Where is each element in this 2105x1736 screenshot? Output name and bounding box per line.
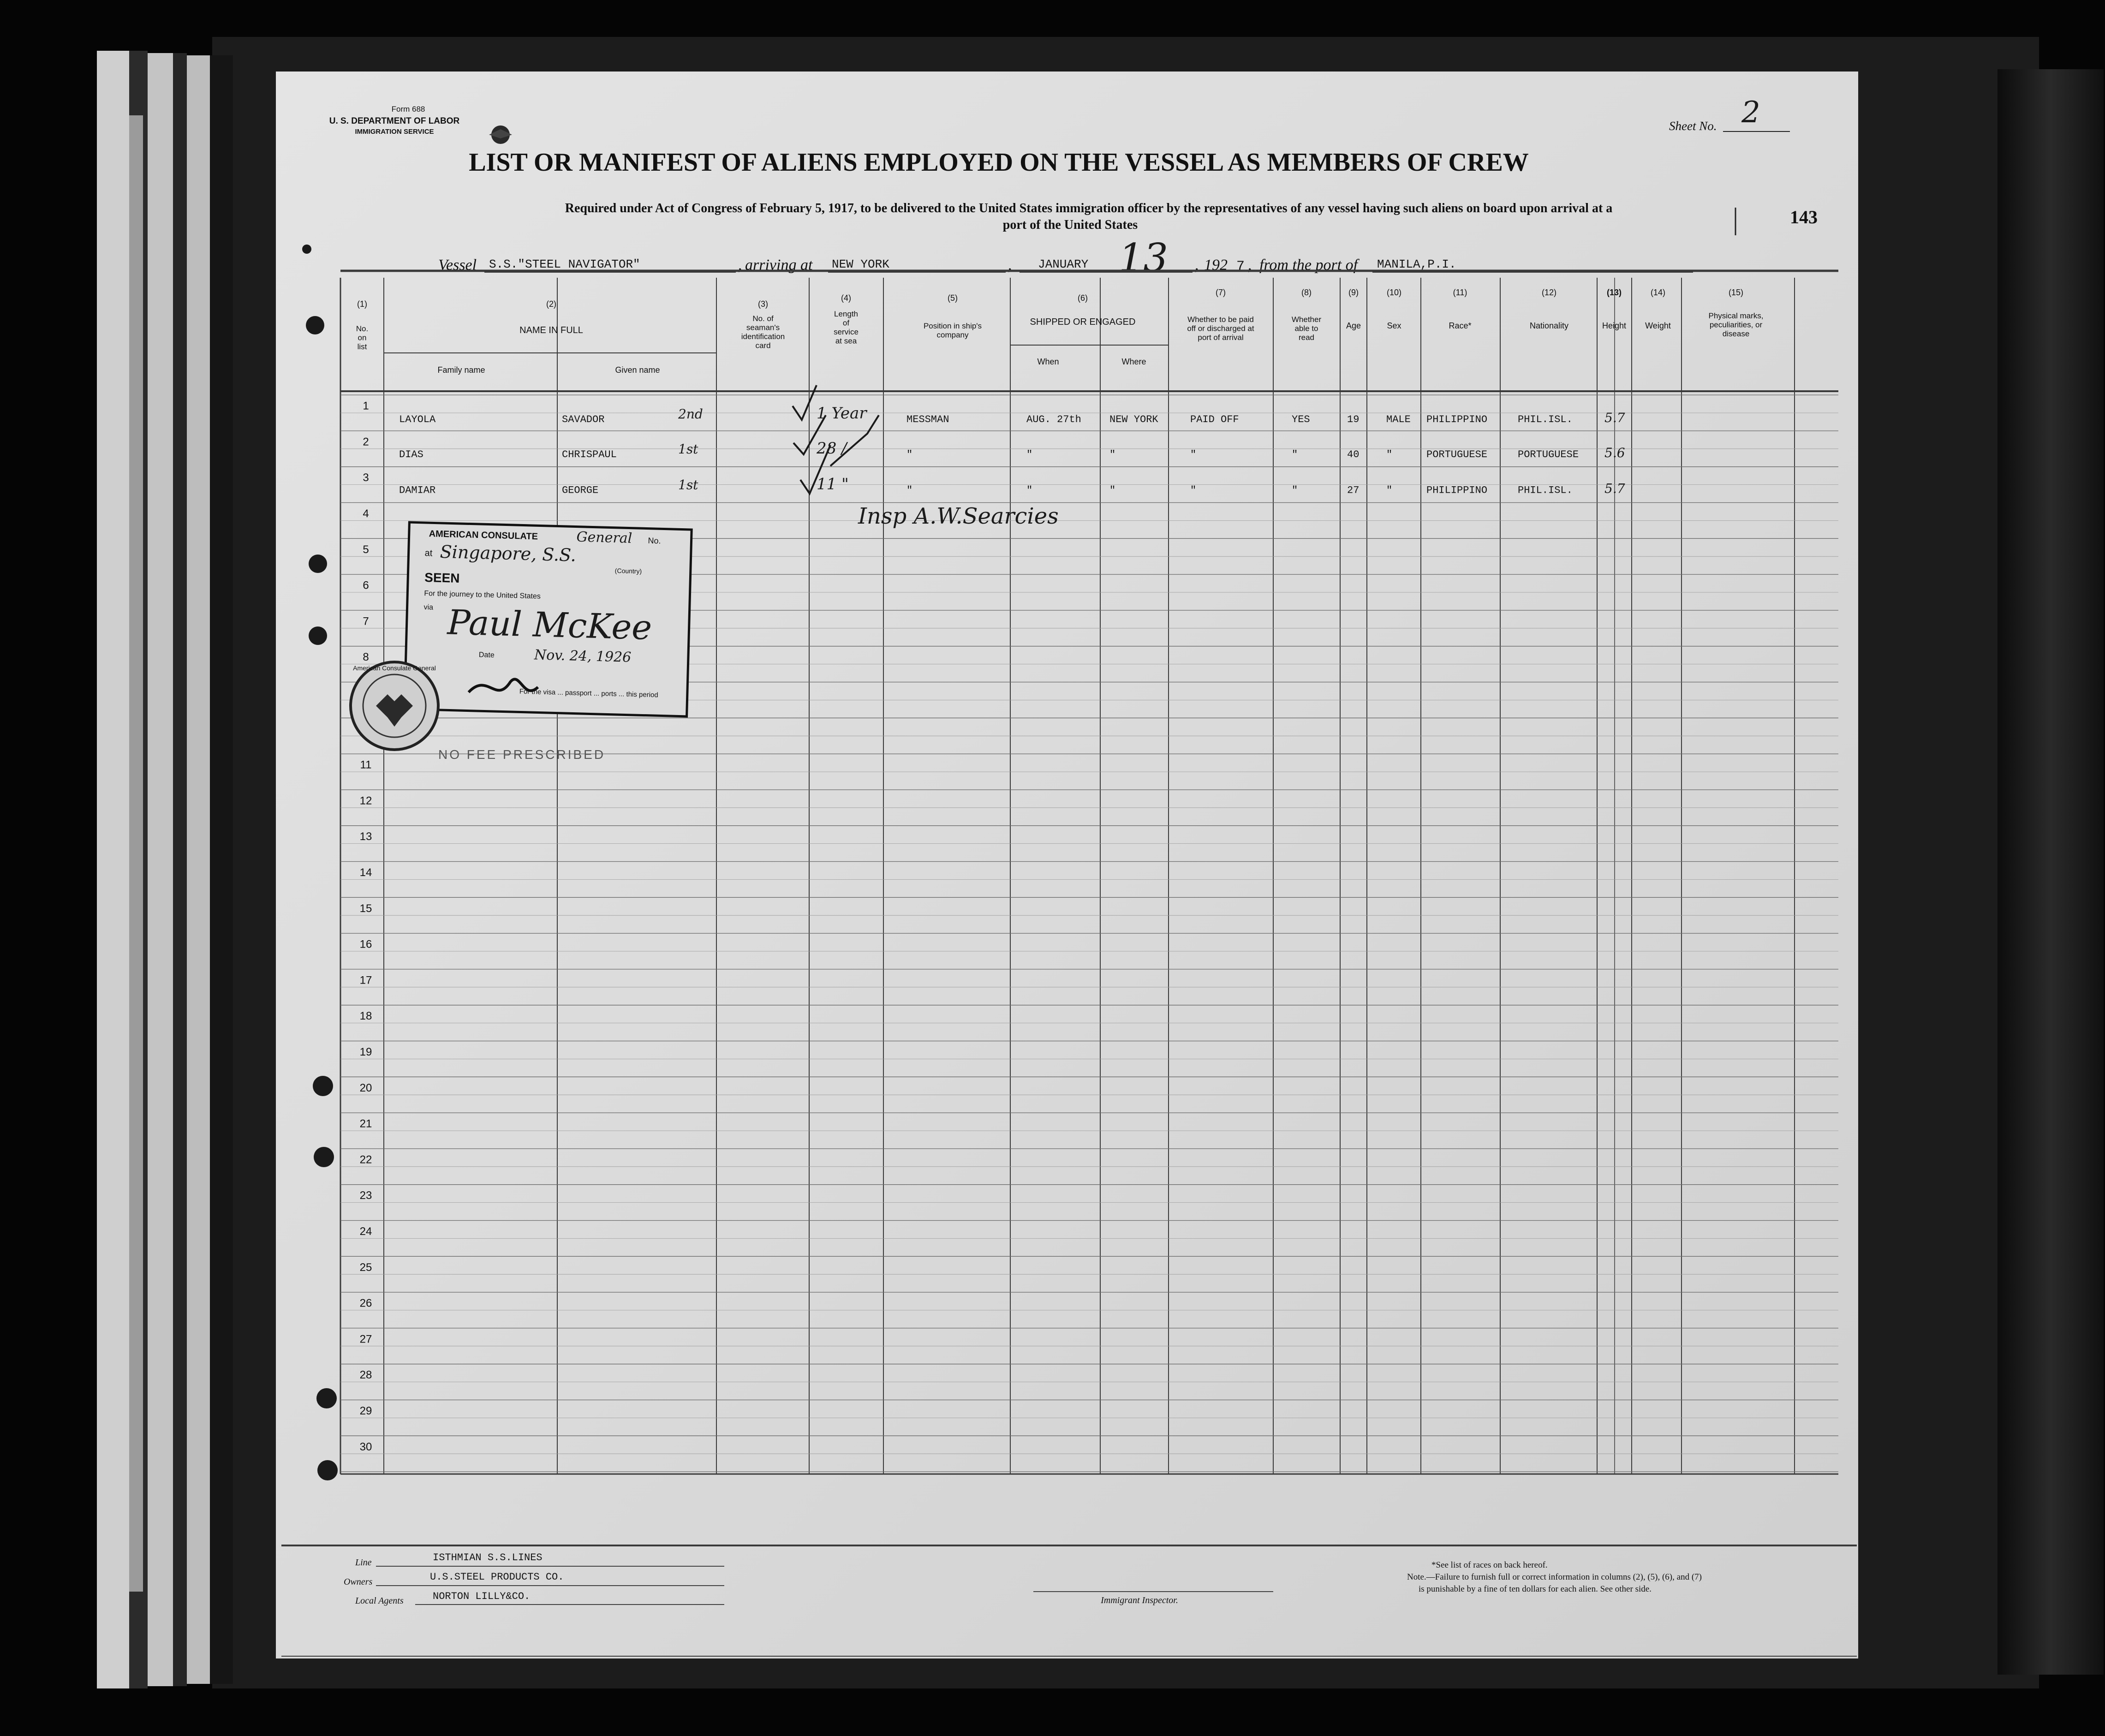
sheet-label: Sheet No.: [1669, 119, 1717, 133]
cell-when: ": [1026, 484, 1033, 496]
cell-height: 5.7: [1604, 481, 1625, 496]
row-number: 1: [363, 400, 369, 412]
row-number: 5: [363, 543, 369, 556]
agents-label: Local Agents: [355, 1596, 404, 1606]
cell-when: ": [1026, 448, 1033, 460]
cell-nationality: PHIL.ISL.: [1518, 484, 1573, 496]
row-number: 17: [359, 974, 372, 987]
consul-signature: Paul McKee: [447, 603, 653, 648]
cell-service: 28 /: [817, 439, 847, 458]
col8-number: (8): [1301, 288, 1312, 297]
seal-text: American Consulate General: [353, 664, 436, 672]
cell-mark: 1st: [678, 477, 698, 493]
svg-text:,: ,: [1008, 257, 1012, 274]
col14-number: (14): [1650, 288, 1666, 297]
cell-position: ": [906, 448, 913, 460]
form-number: Form 688: [391, 105, 425, 113]
sheet-number: 2: [1741, 95, 1760, 130]
row-number: 11: [360, 758, 372, 771]
row-number: 20: [359, 1081, 372, 1094]
cell-read: ": [1292, 484, 1298, 496]
col2a-label: Family name: [437, 365, 485, 375]
cell-read: ": [1292, 448, 1298, 460]
col6-label: SHIPPED OR ENGAGED: [1030, 317, 1136, 327]
col9-label: Age: [1346, 321, 1361, 330]
row-number: 24: [359, 1225, 372, 1238]
form-subtitle-2: port of the United States: [1002, 218, 1138, 232]
owners-value: U.S.STEEL PRODUCTS CO.: [430, 1571, 564, 1583]
row-number: 29: [359, 1404, 372, 1417]
cell-family: LAYOLA: [399, 414, 436, 425]
row-number: 13: [359, 830, 372, 843]
year-prefix: 192: [1204, 257, 1228, 274]
row-number: 26: [359, 1297, 372, 1310]
cell-family: DIAS: [399, 448, 423, 460]
arrival-month: JANUARY: [1038, 257, 1089, 271]
vessel-name: S.S."STEEL NAVIGATOR": [489, 257, 640, 271]
arrival-day: 13: [1119, 235, 1168, 280]
col12-number: (12): [1541, 288, 1557, 297]
cell-family: DAMIAR: [399, 484, 436, 496]
row-number: 12: [359, 794, 372, 807]
fine-note-1: Note.—Failure to furnish full or correct information in columns (2), (5), (6), and (7): [1407, 1572, 1702, 1582]
stamp-date: Nov. 24, 1926: [534, 647, 632, 666]
col2b-label: Given name: [615, 365, 660, 375]
stamp-fee-text: For the visa ... passport ... ports ... this period: [519, 687, 658, 699]
consular-seal-icon: [351, 662, 438, 750]
cell-position: ": [906, 484, 913, 496]
svg-text:,: ,: [1248, 257, 1252, 274]
cell-where: ": [1109, 484, 1116, 496]
stamp-number: 143: [1790, 207, 1818, 227]
cell-where: ": [1109, 448, 1116, 460]
cell-paid: PAID OFF: [1190, 414, 1239, 425]
cell-given: CHRISPAUL: [562, 448, 617, 460]
stamp-journey: For the journey to the United States: [424, 589, 541, 601]
row-number: 22: [359, 1153, 372, 1166]
stamp-via: via: [423, 603, 434, 612]
col2-number: (2): [546, 299, 556, 309]
cell-age: 27: [1347, 484, 1360, 496]
stamp-city: Singapore, S.S.: [440, 541, 577, 566]
cell-read: YES: [1292, 414, 1310, 425]
row-number: 23: [359, 1189, 372, 1202]
year-suffix: 7: [1236, 259, 1245, 274]
col11-label: Race*: [1449, 321, 1472, 330]
row-number: 3: [363, 471, 369, 484]
col4-label: Length of service at sea: [834, 310, 859, 346]
col8-label: Whether able to read: [1291, 315, 1322, 342]
cell-when: AUG. 27th: [1026, 414, 1081, 425]
col10-label: Sex: [1387, 321, 1401, 330]
row-number: 19: [359, 1045, 372, 1058]
cell-nationality: PHIL.ISL.: [1518, 414, 1573, 425]
row-number: 14: [359, 866, 372, 879]
stamp-date-label: Date: [478, 651, 495, 659]
manifest-page: [276, 72, 1858, 1658]
stamp-country-label: (Country): [614, 567, 642, 575]
cell-race: PHILIPPINO: [1426, 414, 1488, 425]
svg-text:,: ,: [1195, 257, 1199, 274]
row-number: 21: [359, 1117, 372, 1130]
arrival-port: NEW YORK: [832, 257, 889, 271]
col14-label: Weight: [1645, 321, 1671, 330]
from-port: MANILA,P.I.: [1377, 257, 1456, 271]
cell-position: MESSMAN: [906, 414, 949, 425]
row-number: 6: [363, 579, 369, 592]
stamp-no-label: No.: [648, 536, 661, 546]
stamp-seen: SEEN: [424, 570, 460, 585]
line-label: Line: [355, 1557, 372, 1568]
cell-race: PHILIPPINO: [1426, 484, 1488, 496]
col7-number: (7): [1216, 288, 1226, 297]
line-value: ISTHMIAN S.S.LINES: [433, 1552, 543, 1563]
cell-given: GEORGE: [562, 484, 599, 496]
cell-where: NEW YORK: [1109, 414, 1158, 425]
stamp-consulate-general: General: [576, 529, 632, 547]
col1-label: No. on list: [356, 324, 369, 352]
row-number: 18: [359, 1010, 372, 1023]
col13-label: Height: [1602, 321, 1627, 330]
col6b-label: Where: [1121, 357, 1146, 366]
cell-race: PORTUGUESE: [1426, 448, 1488, 460]
cell-sex: MALE: [1386, 414, 1411, 425]
col4-number: (4): [841, 293, 851, 303]
row-number: 4: [363, 507, 369, 520]
cell-service: 1 Year: [817, 404, 867, 423]
col5-label: Position in ship's company: [923, 322, 982, 340]
cell-nationality: PORTUGUESE: [1518, 448, 1579, 460]
col9-number: (9): [1348, 288, 1359, 297]
col5-number: (5): [948, 293, 958, 303]
col3-number: (3): [758, 299, 768, 309]
cell-given: SAVADOR: [562, 414, 605, 425]
row-number: 25: [359, 1261, 372, 1274]
cell-sex: ": [1386, 448, 1393, 460]
cell-mark: 2nd: [678, 406, 703, 422]
row-number: 15: [359, 902, 372, 915]
stamp-at-label: at: [424, 548, 433, 559]
row-number: 8: [363, 651, 369, 664]
cell-height: 5.6: [1604, 445, 1625, 460]
col6-number: (6): [1078, 293, 1088, 303]
from-port-label: from the port of: [1259, 257, 1358, 274]
fine-note-2: is punishable by a fine of ten dollars for each alien. See other side.: [1419, 1584, 1652, 1594]
arriving-label: arriving at: [745, 257, 813, 274]
cell-paid: ": [1190, 484, 1197, 496]
cell-age: 40: [1347, 448, 1360, 460]
form-subtitle: Required under Act of Congress of February 5, 1917, to be delivered to the United States immigration officer by the representatives of any vessel having such aliens on board upon arrival at a: [565, 201, 1613, 215]
no-fee-stamp: NO FEE PRESCRIBED: [438, 747, 606, 762]
department-name: U. S. DEPARTMENT OF LABOR: [329, 116, 460, 126]
row-number: 7: [363, 615, 369, 628]
col15-label: Physical marks, peculiarities, or disease: [1708, 311, 1764, 339]
col2-label: NAME IN FULL: [519, 325, 583, 335]
col3-label: No. of seaman's identification card: [741, 314, 785, 350]
row-number: 27: [359, 1333, 372, 1346]
col10-number: (10): [1386, 288, 1402, 297]
cell-paid: ": [1190, 448, 1197, 460]
inspector-label: Immigrant Inspector.: [1101, 1595, 1178, 1605]
col15-number: (15): [1728, 288, 1744, 297]
form-title: LIST OR MANIFEST OF ALIENS EMPLOYED ON THE VESSEL AS MEMBERS OF CREW: [469, 148, 1529, 177]
vessel-label: Vessel: [438, 257, 477, 274]
row-number: 16: [359, 938, 372, 951]
col1-number: (1): [357, 299, 367, 309]
service-name: IMMIGRATION SERVICE: [355, 128, 434, 136]
col6a-label: When: [1037, 357, 1059, 366]
left-stacked-pages: [97, 51, 233, 1688]
col7-label: Whether to be paid off or discharged at port of arrival: [1187, 315, 1254, 342]
col13-number: (13): [1606, 288, 1622, 297]
col11-number: (11): [1453, 288, 1467, 297]
cell-height: 5.7: [1604, 410, 1625, 425]
row-number: 28: [359, 1369, 372, 1382]
agents-value: NORTON LILLY&CO.: [433, 1591, 531, 1602]
race-note: *See list of races on back hereof.: [1431, 1560, 1548, 1570]
row-number: 2: [363, 435, 369, 448]
cell-service: 11 ": [817, 475, 849, 494]
right-page-edge: [1998, 69, 2104, 1675]
inspector-signature: Insp A.W.Searcies: [858, 503, 1059, 529]
svg-text:,: ,: [738, 257, 742, 274]
col12-label: Nationality: [1529, 321, 1569, 330]
cell-sex: ": [1386, 484, 1393, 496]
stamp-consulate: AMERICAN CONSULATE: [429, 529, 538, 542]
row-number: 30: [359, 1440, 372, 1453]
cell-mark: 1st: [678, 441, 698, 457]
cell-age: 19: [1347, 414, 1360, 425]
owners-label: Owners: [344, 1577, 373, 1587]
